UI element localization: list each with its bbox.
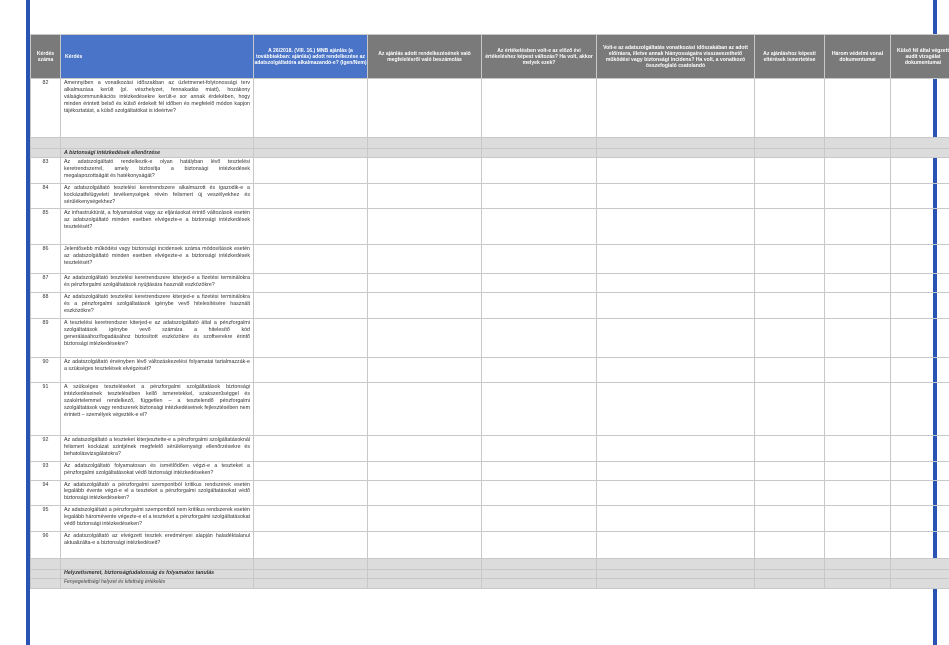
question-text: Az adatszolgáltató tesztelési keretrendszere kiterjed-e a fizetési terminálokra és a pénzforgalmi szolgáltatások igénybe vevő hitelesítésére használt eszközökre? [61,293,254,319]
spacer-row [31,558,949,569]
answer-cell[interactable] [891,183,949,209]
header-deviations: Az ajánláshoz képesti eltérések ismertetése [755,35,825,79]
answer-cell[interactable] [254,318,368,357]
header-incidents: Volt-e az adatszolgáltatás vonatkozási időszakában az adott előírásra, illetve annak hiányosságaira visszavezethető működési vagy biztonsági incidens? Ha volt, a vonatkozó összefoglaló csatolandó [597,35,755,79]
answer-cell[interactable] [755,79,825,138]
answer-cell[interactable] [597,382,755,435]
answer-cell[interactable] [254,357,368,382]
answer-cell[interactable] [597,183,755,209]
answer-cell[interactable] [891,274,949,293]
answer-cell[interactable] [825,531,891,558]
answer-cell[interactable] [597,435,755,461]
answer-cell[interactable] [597,357,755,382]
table-row [31,318,949,357]
header-question: Kérdés [61,35,254,79]
answer-cell[interactable] [254,183,368,209]
answer-cell[interactable] [755,158,825,184]
section-row [31,149,949,158]
question-number: 96 [31,531,61,558]
question-number: 89 [31,318,61,357]
answer-cell[interactable] [597,480,755,506]
answer-cell[interactable] [891,382,949,435]
question-number: 87 [31,274,61,293]
answer-cell[interactable] [755,245,825,274]
answer-cell[interactable] [825,245,891,274]
question-text: Az adatszolgáltató a pénzforgalmi szempontból nem kritikus rendszerek esetén legalább háromévente végezte-e el a teszteket a pénzforgalmi szolgáltatásokat védő biztonsági intézkedéseken? [61,506,254,532]
answer-cell[interactable] [891,357,949,382]
answer-cell[interactable] [597,245,755,274]
answer-cell[interactable] [891,506,949,532]
answer-cell[interactable] [755,435,825,461]
header-change-since-last-year: Az értékelésben volt-e az előző évi értékeléshez képest változás? Ha volt, akkor melyek ezek? [482,35,597,79]
header-applicability: A 26/2018. (VIII. 16.) MNB ajánlás (a továbbiakban: ajánlás) adott rendelkezése az adatszolgáltatóra alkalmazandó-e? (Igen/Nem) [254,35,368,79]
answer-cell[interactable] [368,318,482,357]
answer-cell[interactable] [825,435,891,461]
answer-cell[interactable] [368,293,482,319]
question-number: 93 [31,461,61,480]
answer-cell[interactable] [597,318,755,357]
answer-cell[interactable] [482,480,597,506]
header-question-number: Kérdés száma [31,35,61,79]
answer-cell[interactable] [368,480,482,506]
header-row [31,35,949,79]
table-row [31,506,949,532]
section-row [31,569,949,578]
question-text: A tesztelési keretrendszer kiterjed-e az adatszolgáltató által a pénzforgalmi szolgáltatások igénybe vevő számára a hitelesítő kód generálásához/fogadásához biztosított eszközökre és szoftverekre érintő biztonsági intézkedésekre? [61,318,254,357]
answer-cell[interactable] [825,158,891,184]
questionnaire-table [30,34,949,589]
question-text: A szükséges teszteléseket a pénzforgalmi szolgáltatások biztonsági intézkedéseinek tesztelésében kellő ismeretekkel, szakszerűséggel és szakértelemmel rendelkező, független – a tesztelendő pénzforgalmi szolgáltatások vagy rendszerek biztonsági intézkedéseinek fejlesztésében nem érintett – személyek végezték-e el? [61,382,254,435]
question-text: Az adatszolgáltató az elvégzett tesztek eredményei alapján haladéktalanul aktualizálta-e a biztonsági intézkedéseit? [61,531,254,558]
answer-cell[interactable] [755,382,825,435]
question-text: Az adatszolgáltató a pénzforgalmi szempontból kritikus rendszerek esetén legalább évente végzi-e el a teszteket a pénzforgalmi szolgáltatásokat védő biztonsági intézkedéseken? [61,480,254,506]
question-text: Jelentősebb működési vagy biztonsági incidensek száma módosítások esetén az adatszolgáltató minden esetben elvégezte-e a biztonsági intézkedések tesztelését? [61,245,254,274]
question-text: Az adatszolgáltató a teszteket kiterjesztette-e a pénzforgalmi szolgáltatásoknál felismert kockázat szintjének megfelelő sérülékenységi ellenőrzésekre és behatolásvizsgálatokra? [61,435,254,461]
question-text: Az adatszolgáltató tesztelési keretrendszere alkalmazott és igazodik-e a kockázatfelügyeleti tevékenységek révén felismert új veszélyekhez és sérülékenységekhez? [61,183,254,209]
answer-cell[interactable] [368,274,482,293]
answer-cell[interactable] [254,480,368,506]
answer-cell[interactable] [482,293,597,319]
header-compliance-report: Az ajánlás adott rendelkezésének való megfelelésről való beszámolás [368,35,482,79]
answer-cell[interactable] [368,506,482,532]
answer-cell[interactable] [891,531,949,558]
question-text: Az adatszolgáltató rendelkezik-e olyan hatályban lévő tesztelési keretrendszerrel, amely biztosítja a biztonsági intézkedések megalapozottságát és hatékonyságát? [61,158,254,184]
answer-cell[interactable] [891,435,949,461]
question-number: 90 [31,357,61,382]
answer-cell[interactable] [482,183,597,209]
answer-cell[interactable] [254,531,368,558]
answer-cell[interactable] [368,382,482,435]
answer-cell[interactable] [597,209,755,245]
table-row [31,531,949,558]
answer-cell[interactable] [891,158,949,184]
question-number: 84 [31,183,61,209]
answer-cell[interactable] [825,293,891,319]
answer-cell[interactable] [482,382,597,435]
answer-cell[interactable] [254,158,368,184]
question-number: 88 [31,293,61,319]
answer-cell[interactable] [755,480,825,506]
answer-cell[interactable] [755,209,825,245]
answer-cell[interactable] [368,531,482,558]
question-number: 94 [31,480,61,506]
question-number: 83 [31,158,61,184]
question-text: Az adatszolgáltató folyamatosan és ismétlődően végzi-e a teszteket a pénzforgalmi szolgáltatásokat védő biztonsági intézkedéseken? [61,461,254,480]
answer-cell[interactable] [891,318,949,357]
answer-cell[interactable] [597,158,755,184]
question-number: 95 [31,506,61,532]
answer-cell[interactable] [597,531,755,558]
section-title: A biztonsági intézkedések ellenőrzése [61,149,254,158]
question-number: 82 [31,79,61,138]
answer-cell[interactable] [482,318,597,357]
table-row [31,461,949,480]
answer-cell[interactable] [597,506,755,532]
answer-cell[interactable] [825,480,891,506]
answer-cell[interactable] [482,79,597,138]
table-row [31,293,949,319]
header-three-lines-documents: Három védelmi vonal dokumentumai [825,35,891,79]
subsection-row [31,578,949,588]
answer-cell[interactable] [825,461,891,480]
answer-cell[interactable] [825,357,891,382]
answer-cell[interactable] [254,506,368,532]
answer-cell[interactable] [755,183,825,209]
answer-cell[interactable] [755,357,825,382]
answer-cell[interactable] [891,480,949,506]
answer-cell[interactable] [368,435,482,461]
question-text: Az infrastruktúrát, a folyamatokat vagy az eljárásokat érintő változások esetén az adatszolgáltató minden esetben elvégezte-e a biztonsági intézkedések tesztelését? [61,209,254,245]
answer-cell[interactable] [825,79,891,138]
answer-cell[interactable] [254,382,368,435]
answer-cell[interactable] [368,461,482,480]
question-number: 92 [31,435,61,461]
answer-cell[interactable] [368,357,482,382]
table-row [31,183,949,209]
answer-cell[interactable] [368,245,482,274]
answer-cell[interactable] [825,183,891,209]
answer-cell[interactable] [891,293,949,319]
answer-cell[interactable] [368,209,482,245]
question-number: 86 [31,245,61,274]
answer-cell[interactable] [597,461,755,480]
table-row [31,209,949,245]
answer-cell[interactable] [755,274,825,293]
answer-cell[interactable] [482,531,597,558]
answer-cell[interactable] [482,461,597,480]
table-row [31,79,949,138]
table-row [31,245,949,274]
answer-cell[interactable] [254,293,368,319]
answer-cell[interactable] [755,531,825,558]
answer-cell[interactable] [482,209,597,245]
answer-cell[interactable] [482,506,597,532]
answer-cell[interactable] [597,293,755,319]
answer-cell[interactable] [482,245,597,274]
answer-cell[interactable] [891,209,949,245]
answer-cell[interactable] [825,506,891,532]
answer-cell[interactable] [755,318,825,357]
answer-cell[interactable] [755,461,825,480]
questionnaire-sheet [30,34,949,589]
answer-cell[interactable] [254,79,368,138]
answer-cell[interactable] [482,158,597,184]
section-title: Helyzetismeret, biztonságtudatosság és folyamatos tanulás [61,569,254,578]
table-row [31,382,949,435]
question-text: Az adatszolgáltató érvényben lévő változáskezelési folyamatai tartalmazzák-e a szükséges tesztelések elvégzését? [61,357,254,382]
answer-cell[interactable] [254,435,368,461]
answer-cell[interactable] [825,382,891,435]
answer-cell[interactable] [891,461,949,480]
question-text: Az adatszolgáltató tesztelési keretrendszere kiterjed-e a fizetési terminálokra és pénzforgalmi szolgáltatások nyújtására használt eszközökre? [61,274,254,293]
answer-cell[interactable] [368,183,482,209]
answer-cell[interactable] [825,209,891,245]
table-row [31,480,949,506]
question-text: Amennyiben a vonatkozási időszakban az üzletmenet-folytonossági terv alkalmazása került (pl. vészhelyzet, fennakadás miatt), hozákony válságkommunikációs intézkedésekre került-e sor annak érdekében, hogy minden érintett belső és külső érdekelt fél időben és megfelelő módon kapjon tájékoztatást, a külső szolgáltatókat is ideértve? [61,79,254,138]
answer-cell[interactable] [254,209,368,245]
spacer-row [31,138,949,149]
subsection-title: Fenyegetettségi helyzet és kitettség értékelés [61,578,254,588]
answer-cell[interactable] [825,274,891,293]
answer-cell[interactable] [254,274,368,293]
answer-cell[interactable] [891,79,949,138]
answer-cell[interactable] [254,245,368,274]
table-row [31,274,949,293]
answer-cell[interactable] [368,79,482,138]
answer-cell[interactable] [482,274,597,293]
answer-cell[interactable] [825,318,891,357]
header-external-audit-documents: Külső fél által végzett audit vizsgálat dokumentumai [891,35,949,79]
answer-cell[interactable] [755,506,825,532]
answer-cell[interactable] [368,158,482,184]
answer-cell[interactable] [597,79,755,138]
answer-cell[interactable] [755,293,825,319]
question-number: 91 [31,382,61,435]
answer-cell[interactable] [597,274,755,293]
table-row [31,357,949,382]
answer-cell[interactable] [482,357,597,382]
table-row [31,158,949,184]
answer-cell[interactable] [254,461,368,480]
answer-cell[interactable] [482,435,597,461]
question-number: 85 [31,209,61,245]
table-row [31,435,949,461]
answer-cell[interactable] [891,245,949,274]
